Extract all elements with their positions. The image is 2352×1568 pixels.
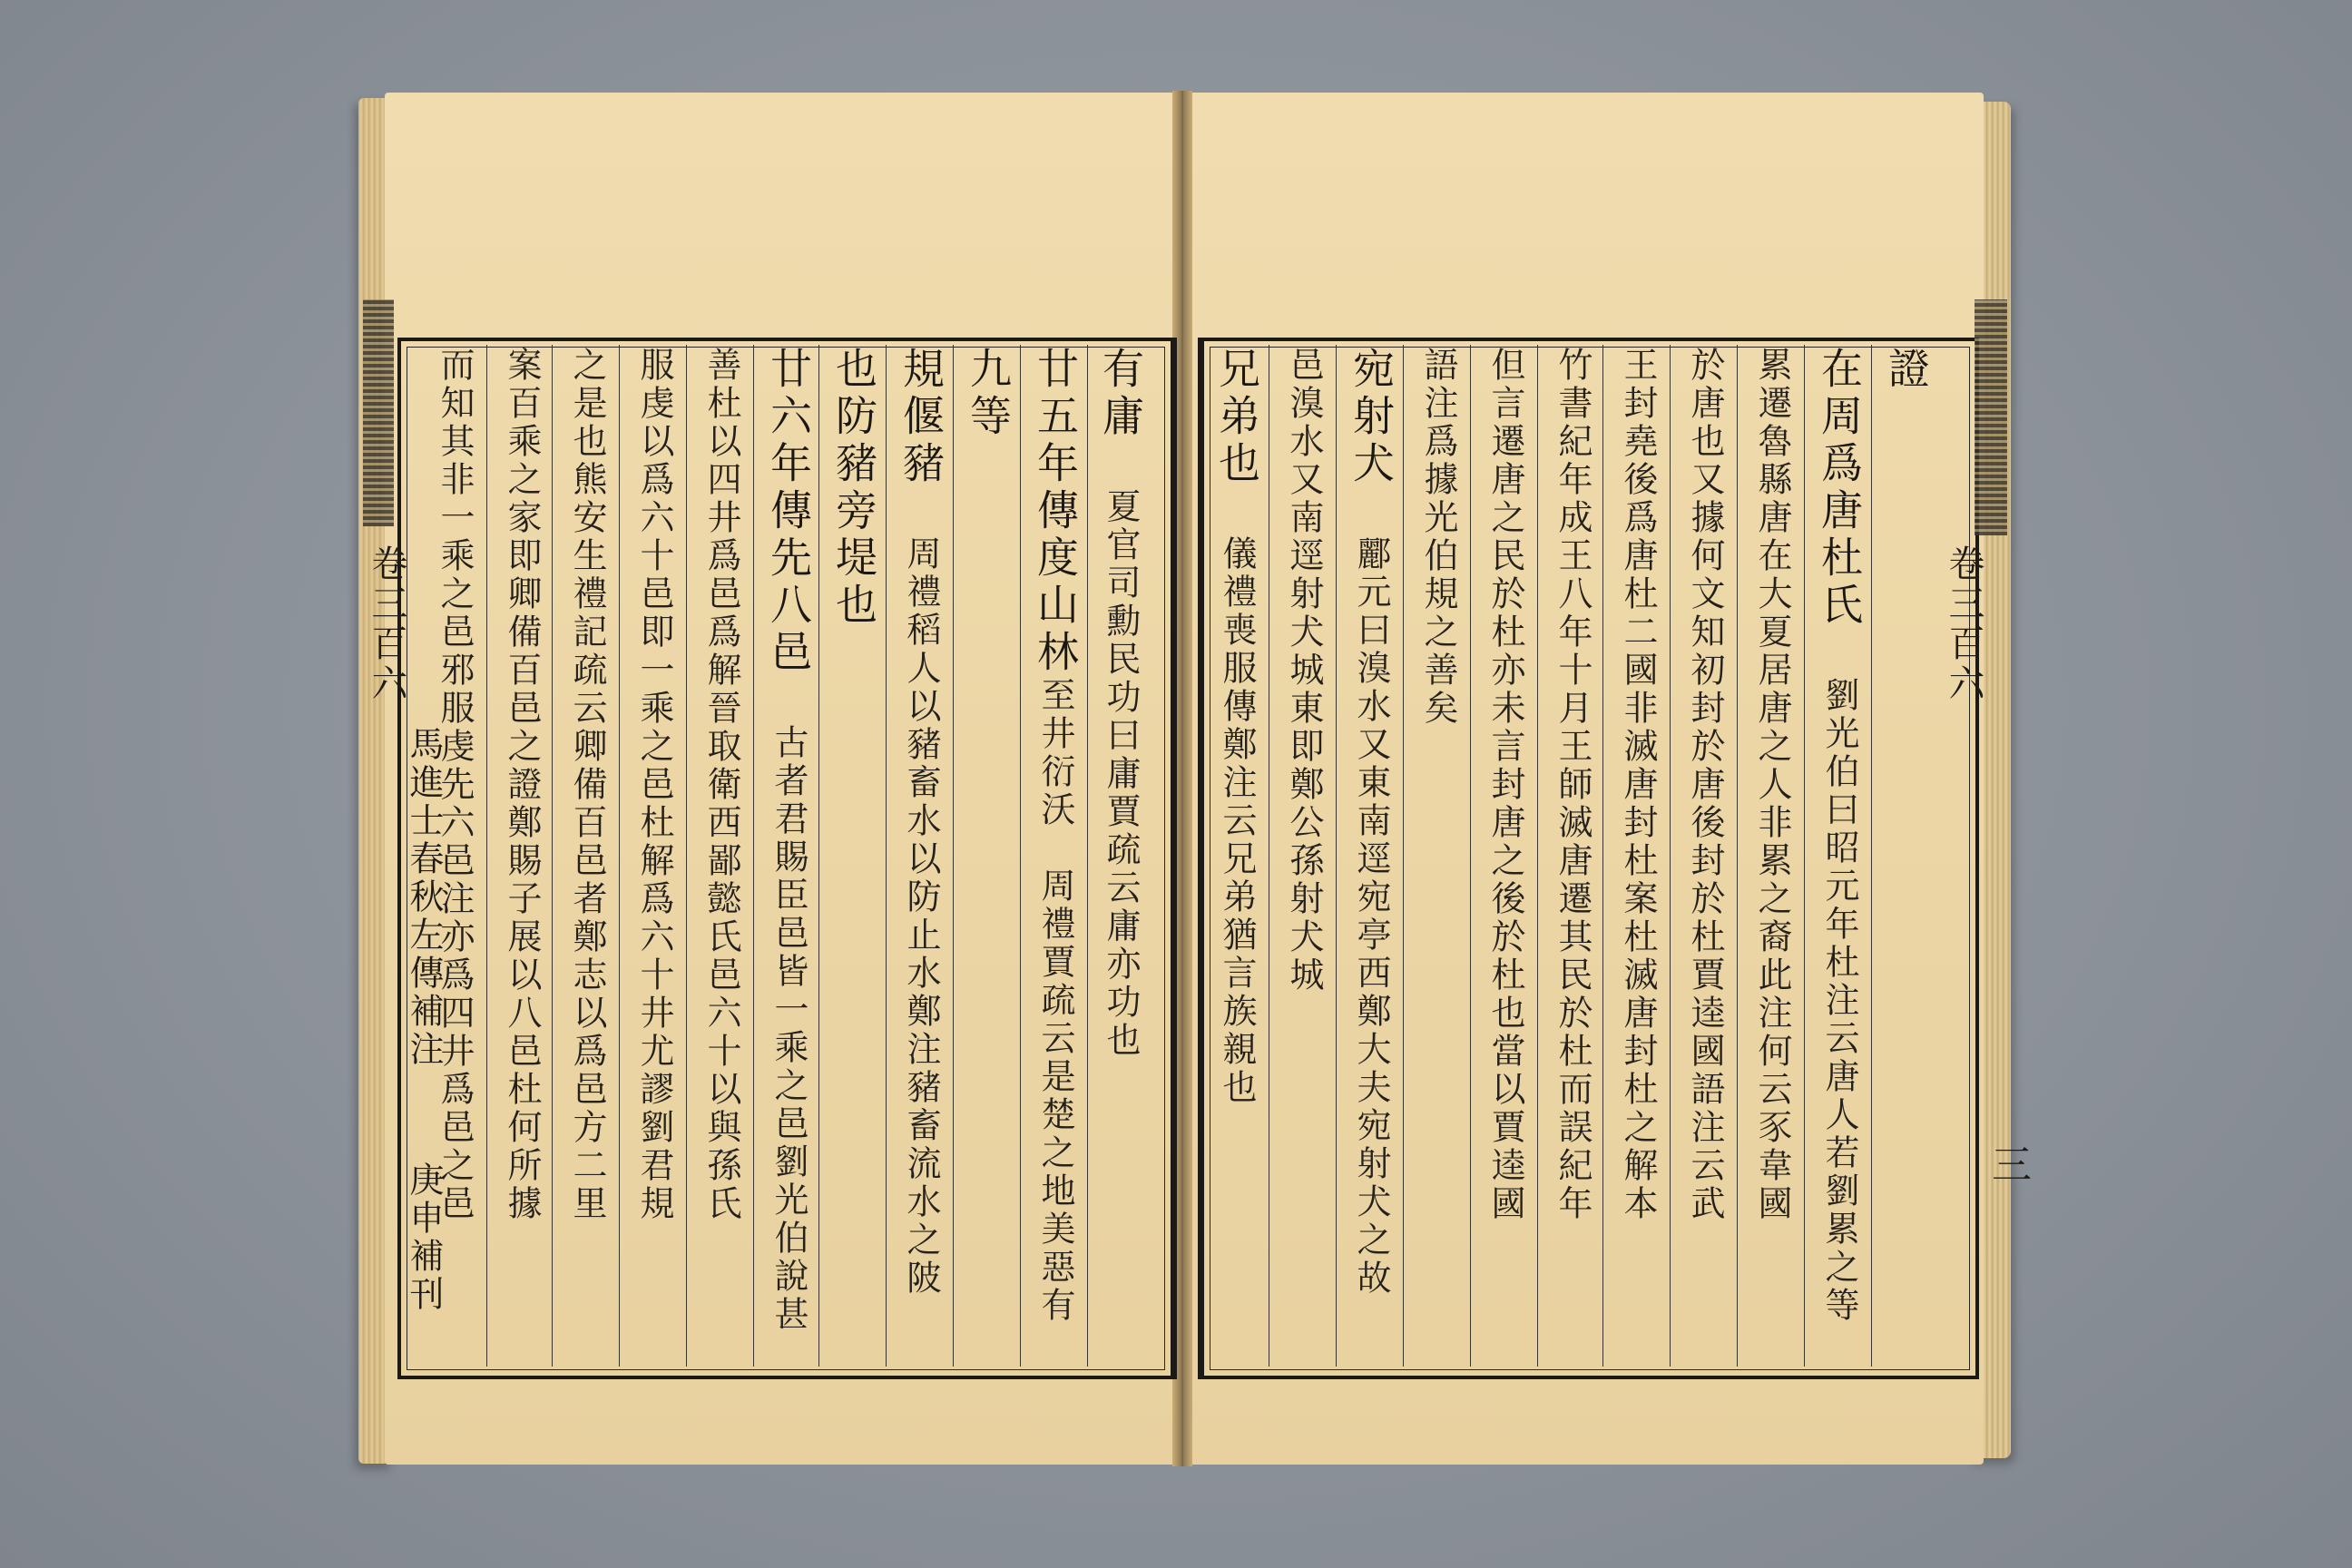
right-col-3: 累遷魯縣唐在大夏居唐之人非累之裔此注何云豕韋國 <box>1752 347 1792 1223</box>
right-col-5: 王封堯後爲唐杜二國非滅唐封杜案杜滅唐封杜之解本 <box>1618 347 1658 1223</box>
left-margin-publisher: 庚申補刊 <box>404 1161 444 1314</box>
right-margin-section: 卷三百六 <box>1943 544 1984 704</box>
left-col-9: 之是也熊安生禮記疏云卿備百邑者鄭志以爲邑方二里 <box>567 347 607 1223</box>
right-col-4: 於唐也又據何文知初封於唐後封於杜賈逵國語注云武 <box>1685 347 1725 1223</box>
left-col-7: 善杜以四井爲邑爲解晉取衛西鄙懿氏邑六十以與孫氏 <box>701 347 741 1223</box>
left-margin-author: 馬進士春秋左傳補注 <box>404 726 444 1069</box>
right-col-11: 兄弟也 儀禮喪服傳鄭注云兄弟猶言族親也 <box>1212 347 1261 1107</box>
left-col-5: 也防豬旁堤也 <box>829 347 878 630</box>
left-margin-section: 卷三百六 <box>366 544 407 704</box>
right-col-7: 但言遷唐之民於杜亦未言封唐之後於杜也當以賈逵國 <box>1485 347 1525 1223</box>
left-col-4: 規偃豬 周禮稻人以豬畜水以防止水鄭注豬畜流水之陂 <box>897 347 946 1298</box>
right-col-10: 邑溴水又南逕射犬城東即鄭公孫射犬城 <box>1284 347 1324 995</box>
left-col-2: 廿五年傳度山林至井衍沃 周禮賈疏云是楚之地美惡有 <box>1031 347 1080 1325</box>
right-col-6: 竹書紀年成王八年十月王師滅唐遷其民於杜而誤紀年 <box>1553 347 1592 1223</box>
right-col-2: 在周爲唐杜氏 劉光伯曰昭元年杜注云唐人若劉累之等 <box>1815 347 1864 1325</box>
left-col-8: 服虔以爲六十邑即一乘之邑杜解爲六十井尤謬劉君規 <box>634 347 674 1223</box>
right-margin-fishtail <box>1975 299 2007 535</box>
left-col-11: 而知其非一乘之邑邪服虔先六邑注亦爲四井爲邑之邑 <box>435 347 475 1223</box>
left-margin-fishtail <box>363 299 394 526</box>
left-col-6: 廿六年傳先八邑 古者君賜臣邑皆一乘之邑劉光伯說甚 <box>764 347 813 1334</box>
right-col-9: 宛射犬 酈元曰溴水又東南逕宛亭西鄭大夫宛射犬之故 <box>1347 347 1396 1298</box>
left-col-3: 九等 <box>964 347 1013 441</box>
right-col-1: 證 <box>1882 347 1931 394</box>
left-col-1: 有庸 夏官司勳民功曰庸賈疏云庸亦功也 <box>1096 347 1145 1060</box>
left-col-10: 案百乘之家即卿備百邑之證鄭賜子展以八邑杜何所據 <box>502 347 542 1223</box>
right-margin-leaf: 三 <box>1984 1143 2031 1187</box>
right-col-8: 語注爲據光伯規之善矣 <box>1418 347 1458 728</box>
